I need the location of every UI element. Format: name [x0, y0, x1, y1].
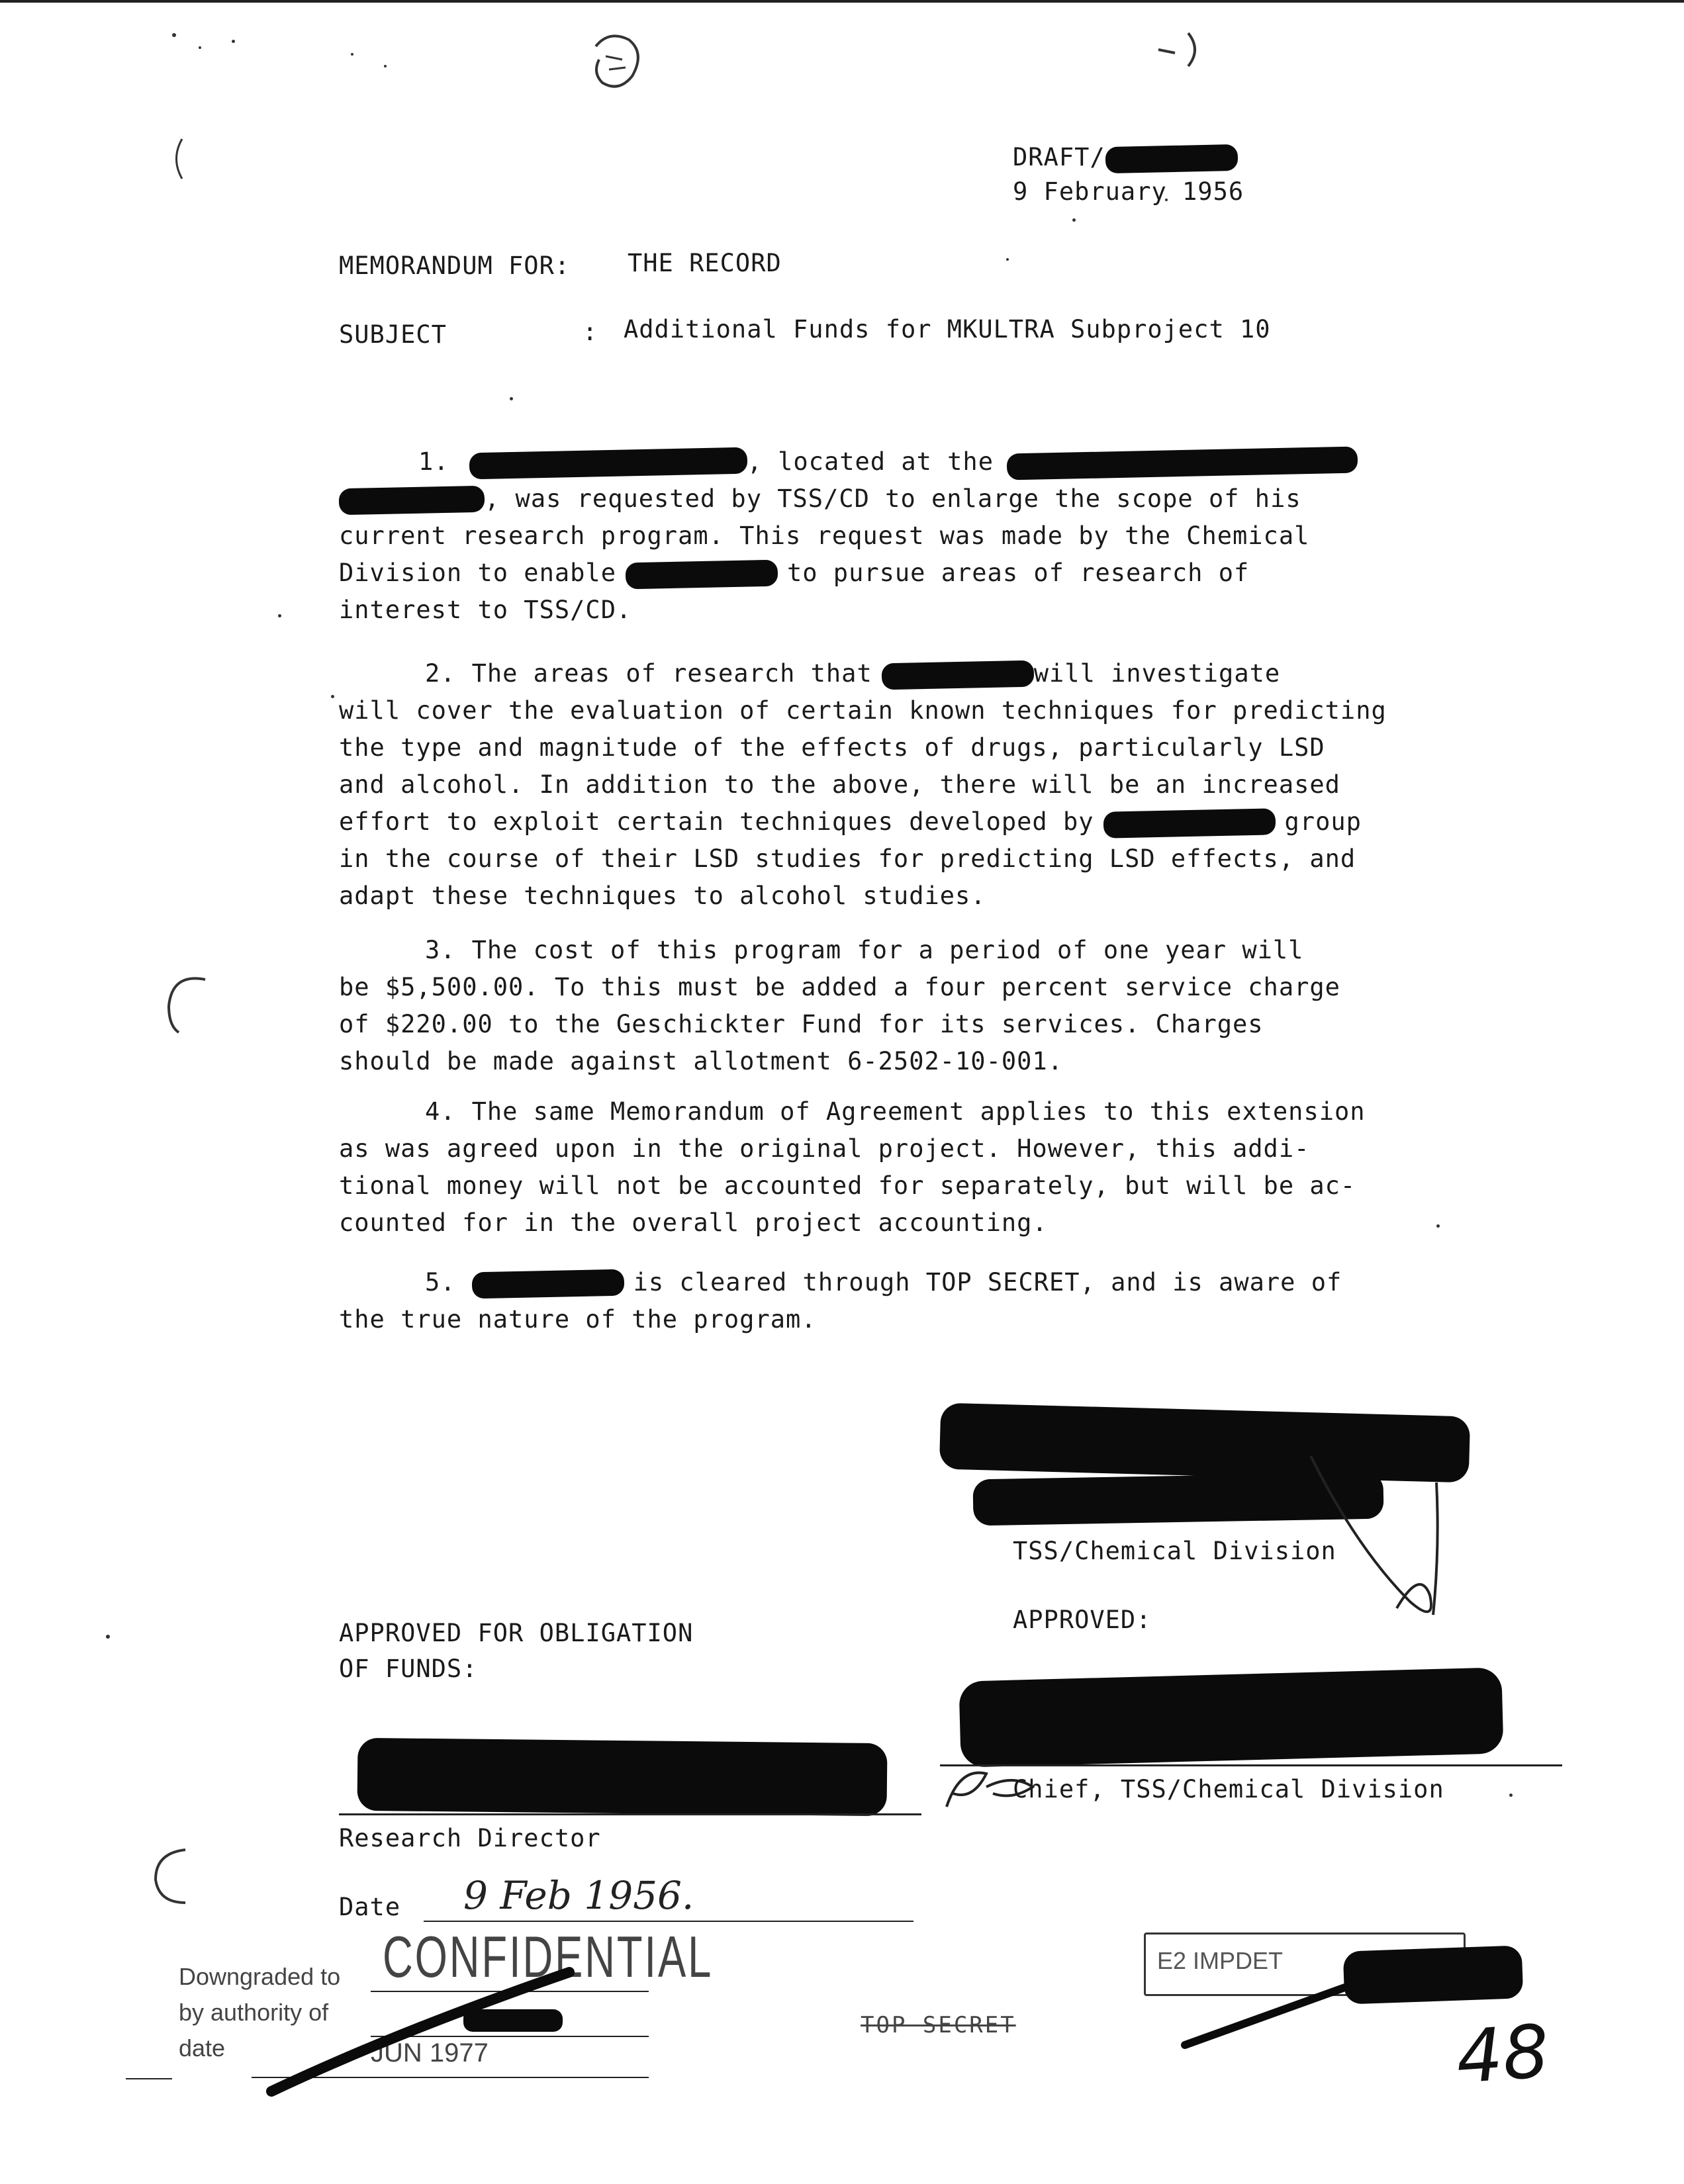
strike-through-mark — [265, 1959, 583, 2105]
authority-label: by authority of — [179, 1999, 329, 2026]
confidential-stamp: CONFIDENTIAL — [383, 1924, 714, 1989]
downgrade-date: JUN 1977 — [371, 2038, 489, 2068]
redaction-bar — [1105, 144, 1238, 173]
paragraph-text: , was requested by TSS/CD to enlarge the scope of his — [485, 484, 1301, 513]
scribble-mark — [583, 20, 662, 113]
e2-stamp-text: E2 IMPDET — [1157, 1947, 1284, 1974]
paragraph-text: of $220.00 to the Geschickter Fund for its services. Charges — [339, 1010, 1264, 1038]
stamp-redaction — [1343, 1945, 1524, 2004]
scan-speck — [199, 46, 201, 49]
draft-label: DRAFT/ — [1013, 143, 1105, 171]
memo-for-value: THE RECORD — [628, 249, 782, 277]
approved-label: APPROVED: — [1013, 1606, 1152, 1634]
paragraph-text: is cleared through TOP SECRET, and is aware of — [633, 1268, 1342, 1297]
paragraph-text: as was agreed upon in the original project. However, this addi- — [339, 1134, 1310, 1163]
paragraph-1 — [339, 443, 1504, 629]
redaction-bar — [469, 447, 747, 479]
paragraph-number: 4. — [425, 1097, 456, 1126]
approved-funds-line-2: OF FUNDS: — [339, 1655, 478, 1683]
paragraph-2 — [339, 655, 1504, 915]
research-director-title: Research Director — [339, 1824, 601, 1852]
paragraph-text: to pursue areas of research of — [786, 559, 1250, 587]
paragraph-text: The same Memorandum of Agreement applies to this extension — [471, 1097, 1366, 1126]
paragraph-number: 1. — [418, 447, 449, 476]
scan-bracket-mark — [165, 132, 192, 185]
strike-through-mark — [1178, 1979, 1364, 2058]
redaction-bar — [339, 485, 485, 515]
paragraph-text: tional money will not be accounted for separately, but will be ac- — [339, 1171, 1356, 1200]
paragraph-text: will cover the evaluation of certain known techniques for predicting — [339, 696, 1387, 725]
paragraph-text: adapt these techniques to alcohol studies. — [339, 882, 986, 910]
scan-speck — [278, 614, 281, 617]
scan-edge-line — [0, 0, 1684, 3]
scan-speck — [331, 695, 334, 698]
page-number: 48 — [1453, 2009, 1552, 2100]
scan-speck — [351, 53, 353, 56]
subject-separator: : — [583, 318, 598, 346]
binder-hole-mark — [146, 1840, 205, 1913]
scan-speck — [510, 397, 513, 400]
date-label: Date — [339, 1893, 401, 1921]
paragraph-text: the true nature of the program. — [339, 1305, 817, 1334]
paragraph-number: 5. — [425, 1268, 456, 1297]
subject-label: SUBJECT — [339, 320, 447, 349]
paragraph-text: group — [1284, 807, 1362, 836]
paragraph-text: The areas of research that — [471, 659, 872, 688]
handwritten-date: 9 Feb 1956. — [463, 1873, 694, 1918]
redaction-bar — [1007, 446, 1358, 480]
downgraded-label: Downgraded to — [179, 1963, 341, 1990]
draft-label-line — [1013, 139, 1238, 176]
paragraph-text: effort to exploit certain techniques developed by — [339, 807, 1094, 836]
scan-speck — [1509, 1794, 1513, 1797]
scan-speck — [106, 1635, 110, 1639]
signature-redaction — [959, 1667, 1503, 1767]
signature-redaction — [357, 1738, 887, 1816]
redaction-bar — [626, 559, 778, 589]
redaction-bar — [881, 660, 1034, 690]
subject-value: Additional Funds for MKULTRA Subproject 10 — [624, 315, 1271, 343]
paragraph-text: and alcohol. In addition to the above, there will be an increased — [339, 770, 1340, 799]
paragraph-text: will investigate — [1033, 659, 1281, 688]
paragraph-4 — [339, 1093, 1504, 1242]
paragraph-text: interest to TSS/CD. — [339, 596, 632, 624]
date-line — [424, 1921, 913, 1922]
paragraph-number: 3. — [425, 936, 456, 964]
scan-speck — [1006, 258, 1009, 261]
paragraph-text: The cost of this program for a period of one year will — [471, 936, 1304, 964]
paragraph-text: current research program. This request was made by the Chemical — [339, 522, 1310, 550]
paragraph-5 — [339, 1264, 1504, 1338]
binder-hole-mark — [159, 966, 218, 1039]
redaction-bar — [1103, 808, 1276, 838]
scribble-mark — [1152, 26, 1205, 73]
paragraph-3 — [339, 932, 1504, 1080]
paragraph-number: 2. — [425, 659, 456, 688]
stamp-line — [126, 2078, 172, 2079]
paragraph-text: should be made against allotment 6-2502-10-001. — [339, 1047, 1063, 1075]
paragraph-text: in the course of their LSD studies for predicting LSD effects, and — [339, 844, 1356, 873]
paragraph-text: be $5,500.00. To this must be added a four percent service charge — [339, 973, 1340, 1001]
paragraph-text: the type and magnitude of the effects of drugs, particularly LSD — [339, 733, 1325, 762]
memo-for-label: MEMORANDUM FOR: — [339, 251, 571, 280]
chief-title: Chief, TSS/Chemical Division — [1013, 1775, 1444, 1803]
division-title: TSS/Chemical Division — [1013, 1537, 1336, 1565]
signature-line — [339, 1813, 921, 1815]
approved-funds-line-1: APPROVED FOR OBLIGATION — [339, 1619, 694, 1647]
paragraph-text: , located at the — [747, 447, 994, 476]
footer-date-label: date — [179, 2034, 226, 2062]
scan-speck — [232, 40, 235, 43]
top-secret-struck: TOP SECRET — [861, 2012, 1016, 2038]
paragraph-text: counted for in the overall project accounting. — [339, 1208, 1048, 1237]
redaction-bar — [471, 1269, 624, 1298]
scan-speck — [172, 33, 176, 37]
scan-speck — [1072, 218, 1076, 222]
scan-speck — [384, 65, 387, 68]
paragraph-text: Division to enable — [339, 559, 616, 587]
memo-date: 9 February 1956 — [1013, 177, 1244, 206]
